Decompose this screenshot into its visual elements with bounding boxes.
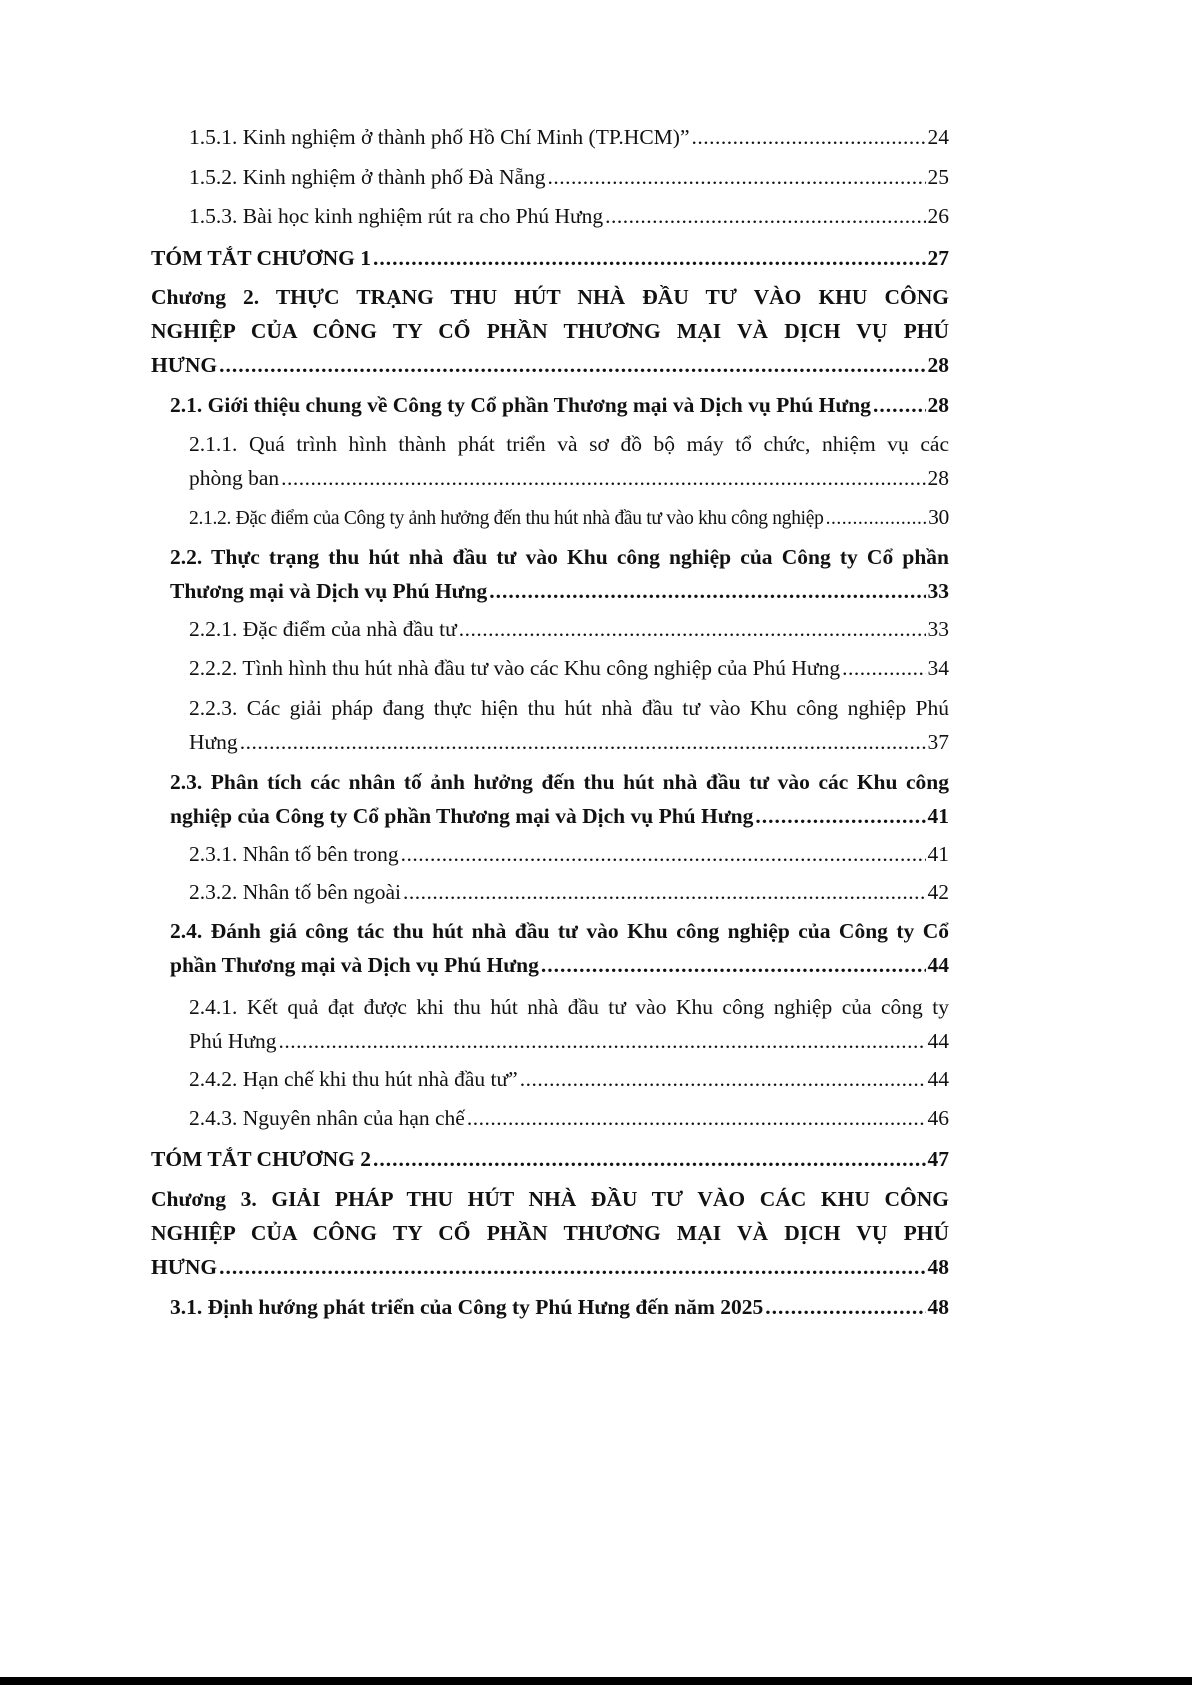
- toc-entry-title: 2.2.2. Tình hình thu hút nhà đầu tư vào các Khu công nghiệp của Phú Hưng: [189, 656, 841, 680]
- toc-entry[interactable]: [189, 500, 949, 534]
- toc-entry-title: phần Thương mại và Dịch vụ Phú Hưng: [170, 953, 539, 977]
- toc-entry-title: Phú Hưng: [189, 1029, 277, 1053]
- toc-entry-title: 2.2.1. Đặc điểm của nhà đầu tư: [189, 617, 457, 641]
- toc-entry-chapter[interactable]: [151, 1182, 949, 1284]
- toc-entry[interactable]: [189, 1062, 949, 1096]
- toc-entry[interactable]: [189, 691, 949, 759]
- toc-page-number: 44: [927, 1067, 949, 1091]
- toc-entry-title: HƯNG: [151, 1255, 218, 1279]
- toc-entry[interactable]: [189, 1101, 949, 1135]
- toc-entry-chapter-summary[interactable]: [151, 1142, 949, 1176]
- toc-entry-title: 1.5.2. Kinh nghiệm ở thành phố Đà Nẵng: [189, 165, 546, 189]
- toc-entry-line: Chương 2. THỰC TRẠNG THU HÚT NHÀ ĐẦU TƯ VÀO KHU CÔNG: [151, 285, 949, 309]
- toc-entry-title: 2.4.3. Nguyên nhân của hạn chế: [189, 1106, 465, 1130]
- toc-entry[interactable]: [189, 651, 949, 685]
- toc-page-number: 41: [927, 842, 949, 866]
- toc-entry-line: 2.1.1. Quá trình hình thành phát triển và sơ đồ bộ máy tổ chức, nhiệm vụ các: [189, 432, 949, 456]
- toc-entry-chapter[interactable]: [151, 280, 949, 382]
- toc-page-number: 48: [927, 1295, 949, 1319]
- toc-page-number: 25: [927, 165, 949, 189]
- toc-entry-title: 3.1. Định hướng phát triển của Công ty Phú Hưng đến năm 2025: [170, 1295, 764, 1319]
- toc-leader-dots: [459, 612, 926, 646]
- toc-page-number: 33: [927, 617, 949, 641]
- toc-page-number: 44: [927, 1029, 949, 1053]
- toc-leader-dots: [765, 1290, 925, 1324]
- toc-entry-line: Chương 3. GIẢI PHÁP THU HÚT NHÀ ĐẦU TƯ VÀO CÁC KHU CÔNG: [151, 1187, 949, 1211]
- toc-entry-line: 2.4.1. Kết quả đạt được khi thu hút nhà đầu tư vào Khu công nghiệp của công ty: [189, 995, 949, 1019]
- toc-entry-line: NGHIỆP CỦA CÔNG TY CỔ PHẦN THƯƠNG MẠI VÀ DỊCH VỤ PHÚ: [151, 319, 949, 343]
- toc-leader-dots: [605, 199, 925, 233]
- toc-entry-line: 2.3. Phân tích các nhân tố ảnh hưởng đến thu hút nhà đầu tư vào các Khu công: [170, 770, 949, 794]
- toc-entry[interactable]: [170, 1290, 949, 1324]
- toc-page-number: 28: [927, 393, 949, 417]
- toc-entry-title: 1.5.3. Bài học kinh nghiệm rút ra cho Phú Hưng: [189, 204, 604, 228]
- toc-entry[interactable]: [189, 875, 949, 909]
- toc-page-number: 30: [928, 505, 949, 529]
- toc-leader-dots: [826, 502, 927, 536]
- toc-leader-dots: [548, 160, 926, 194]
- toc-entry[interactable]: [189, 427, 949, 495]
- toc-leader-dots: [842, 651, 925, 685]
- toc-leader-dots: [240, 725, 926, 759]
- toc-page-number: 33: [927, 579, 949, 603]
- toc-entry[interactable]: [189, 837, 949, 871]
- toc-entry[interactable]: [189, 199, 949, 233]
- toc-leader-dots: [219, 1250, 925, 1284]
- toc-entry[interactable]: [170, 914, 949, 982]
- toc-page-number: 37: [927, 730, 949, 754]
- toc-entry-title: nghiệp của Công ty Cổ phần Thương mại và Dịch vụ Phú Hưng: [170, 804, 754, 828]
- toc-entry[interactable]: [189, 160, 949, 194]
- toc-entry[interactable]: [189, 990, 949, 1058]
- toc-page-number: 28: [927, 466, 949, 490]
- toc-leader-dots: [691, 120, 925, 154]
- toc-page-number: 27: [927, 246, 949, 270]
- toc-leader-dots: [467, 1101, 926, 1135]
- toc-entry-line: 2.4. Đánh giá công tác thu hút nhà đầu tư vào Khu công nghiệp của Công ty Cổ: [170, 919, 949, 943]
- toc-entry-line: 2.2. Thực trạng thu hút nhà đầu tư vào Khu công nghiệp của Công ty Cổ phần: [170, 545, 949, 569]
- toc-leader-dots: [489, 574, 925, 608]
- toc-page-number: 26: [927, 204, 949, 228]
- toc-entry-title: Hưng: [189, 730, 238, 754]
- toc-entry-title: TÓM TẮT CHƯƠNG 1: [151, 246, 371, 270]
- toc-leader-dots: [755, 799, 925, 833]
- toc-entry-line: NGHIỆP CỦA CÔNG TY CỔ PHẦN THƯƠNG MẠI VÀ DỊCH VỤ PHÚ: [151, 1221, 949, 1245]
- toc-leader-dots: [401, 837, 926, 871]
- toc-entry[interactable]: [170, 388, 949, 422]
- toc-page-number: 24: [927, 125, 949, 149]
- toc-leader-dots: [279, 1024, 926, 1058]
- scan-bottom-edge: [0, 1677, 1192, 1685]
- toc-page-number: 41: [927, 804, 949, 828]
- toc-leader-dots: [219, 348, 925, 382]
- toc-entry-title: Thương mại và Dịch vụ Phú Hưng: [170, 579, 488, 603]
- toc-entry-line: 2.2.3. Các giải pháp đang thực hiện thu hút nhà đầu tư vào Khu công nghiệp Phú: [189, 696, 949, 720]
- toc-leader-dots: [520, 1062, 926, 1096]
- toc-leader-dots: [873, 388, 926, 422]
- toc-page-number: 47: [927, 1147, 949, 1171]
- toc-entry-chapter-summary[interactable]: [151, 241, 949, 275]
- toc-leader-dots: [373, 241, 926, 275]
- toc-entry[interactable]: [170, 765, 949, 833]
- toc-leader-dots: [403, 875, 926, 909]
- toc-page-number: 28: [927, 353, 949, 377]
- toc-page-number: 48: [927, 1255, 949, 1279]
- toc-leader-dots: [281, 461, 925, 495]
- toc-entry[interactable]: [189, 612, 949, 646]
- toc-page-number: 44: [927, 953, 949, 977]
- toc-leader-dots: [373, 1142, 926, 1176]
- toc-entry-title: phòng ban: [189, 466, 280, 490]
- toc-entry[interactable]: [170, 540, 949, 608]
- toc-page-number: 42: [927, 880, 949, 904]
- toc-entry-title: 2.3.2. Nhân tố bên ngoài: [189, 880, 401, 904]
- toc-entry-title: HƯNG: [151, 353, 218, 377]
- toc-entry-title: 1.5.1. Kinh nghiệm ở thành phố Hồ Chí Minh (TP.HCM)”: [189, 125, 690, 149]
- toc-entry-title: TÓM TẮT CHƯƠNG 2: [151, 1147, 371, 1171]
- toc-entry-title: 2.3.1. Nhân tố bên trong: [189, 842, 399, 866]
- toc-entry-title: 2.4.2. Hạn chế khi thu hút nhà đầu tư”: [189, 1067, 518, 1091]
- toc-leader-dots: [541, 948, 926, 982]
- toc-entry[interactable]: [189, 120, 949, 154]
- toc-page-number: 46: [927, 1106, 949, 1130]
- toc-page-number: 34: [927, 656, 949, 680]
- toc-entry-title: 2.1.2. Đặc điểm của Công ty ảnh hưởng đến thu hút nhà đầu tư vào khu công nghiệp: [189, 508, 824, 529]
- toc-entry-title: 2.1. Giới thiệu chung về Công ty Cổ phần Thương mại và Dịch vụ Phú Hưng: [170, 393, 871, 417]
